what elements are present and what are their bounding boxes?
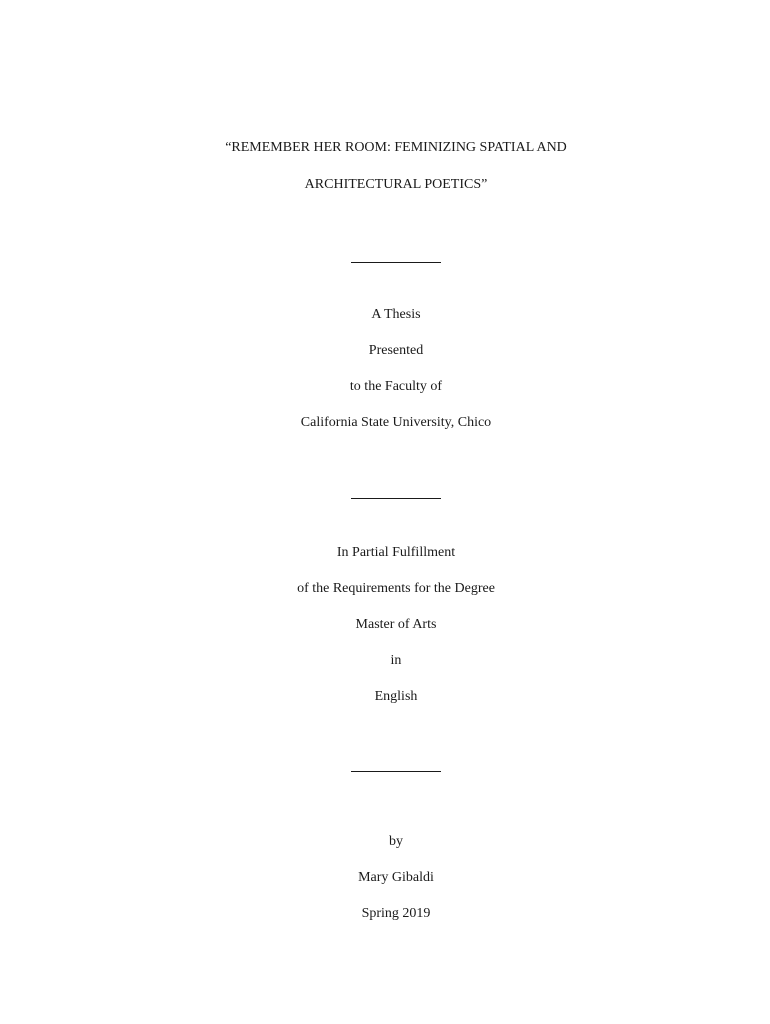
presented-label: Presented (368, 343, 424, 358)
requirements-label: of the Requirements for the Degree (297, 581, 495, 596)
section-divider-1 (351, 262, 441, 263)
by-label: by (389, 834, 403, 849)
section-divider-3 (351, 771, 441, 772)
thesis-title-line-1: “REMEMBER HER ROOM: FEMINIZING SPATIAL AND (225, 140, 567, 155)
field-name: English (374, 689, 418, 704)
university-name: California State University, Chico (300, 415, 492, 430)
thesis-title-line-2: ARCHITECTURAL POETICS” (304, 177, 488, 192)
in-label: in (390, 653, 402, 668)
fulfillment-label: In Partial Fulfillment (336, 545, 456, 560)
section-divider-2 (351, 498, 441, 499)
author-name: Mary Gibaldi (358, 870, 434, 885)
faculty-label: to the Faculty of (349, 379, 443, 394)
degree-name: Master of Arts (355, 617, 437, 632)
thesis-label: A Thesis (371, 307, 421, 322)
submission-date: Spring 2019 (361, 906, 431, 921)
